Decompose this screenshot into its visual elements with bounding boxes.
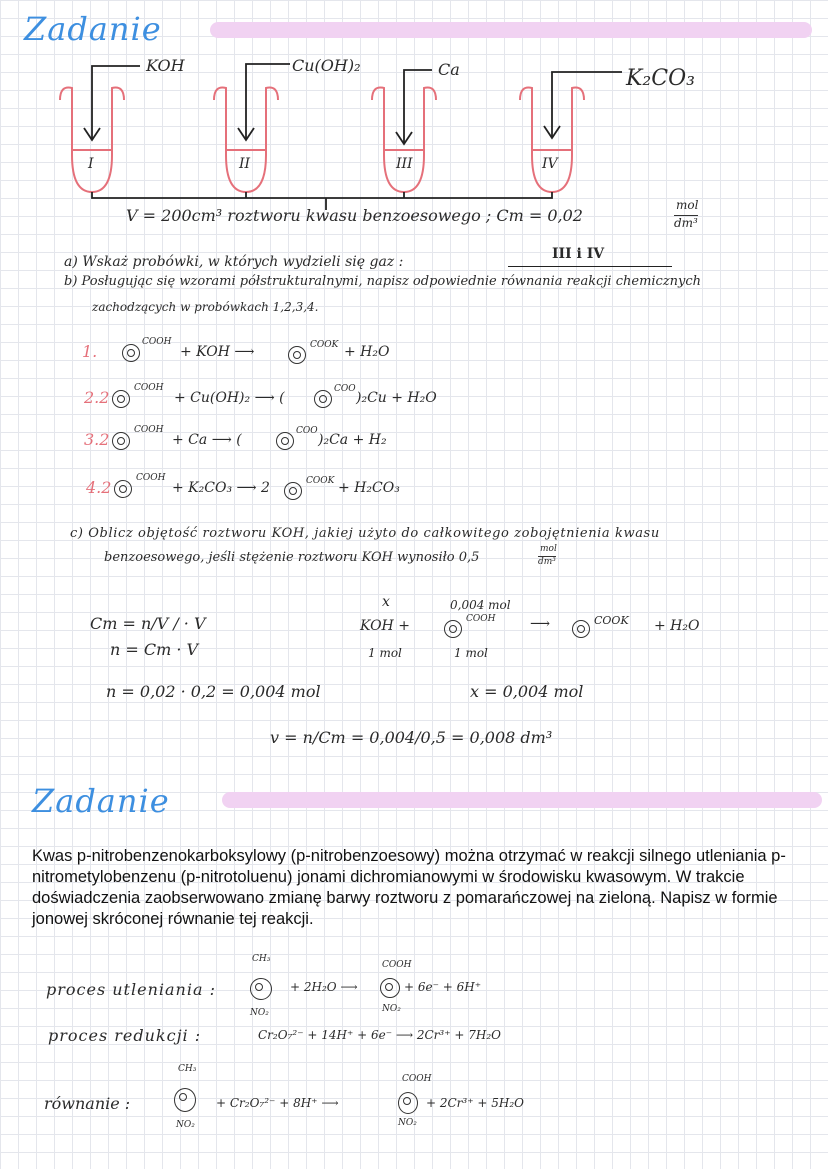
- benzene-ring-icon: [112, 390, 130, 408]
- tube-label-2: II: [239, 156, 251, 172]
- benzene-ring-icon: [114, 480, 132, 498]
- benzene-ring-icon: [284, 482, 302, 500]
- question-b-line1: b) Posługując się wzorami półstrukturalnymi, napisz odpowiednie równania reakcji chemicznych: [64, 274, 702, 289]
- reagent-koh-label: KOH: [146, 56, 185, 75]
- task2-text: Kwas p-nitrobenzenokarboksylowy (p-nitrobenzoesowy) można otrzymać w reakcji silnego utleniania p-nitrometylobenzenu (p-nitrotoluenu) jonami dichromianowymi w środowisku kwasowym. W trakcie doświadczenia zaobserwowano zmianę barwy roztworu z pomarańczowej na zieloną. Napisz w formie jonowej skróconej równanie tej reakcji.: [32, 847, 786, 928]
- reaction-3-prod-rest: )₂Ca + H₂: [318, 432, 387, 448]
- cm-unit-den: dm³: [674, 216, 698, 230]
- tube-label-1: I: [88, 156, 94, 172]
- cm-unit-num: mol: [676, 198, 699, 212]
- calc-acid-1mol: 1 mol: [454, 646, 488, 660]
- calc-acid-sub: COOH: [466, 614, 496, 624]
- reaction-2-prod-sub: COO: [334, 384, 356, 394]
- benzene-ring-icon: [250, 978, 272, 1000]
- calc-koh-mol: 1 mol: [368, 646, 402, 660]
- benzene-ring-icon: [288, 346, 306, 364]
- calc-prod-sub: COOK: [594, 614, 629, 627]
- tube-label-3: III: [396, 156, 413, 172]
- benzene-ring-icon: [276, 432, 294, 450]
- eq-no2: NO₂: [176, 1120, 195, 1130]
- test-tube-diagram: [0, 0, 828, 230]
- reduction-equation: Cr₂O₇²⁻ + 14H⁺ + 6e⁻ ⟶ 2Cr³⁺ + 7H₂O: [258, 1028, 501, 1042]
- calc-n-result: n = 0,02 · 0,2 = 0,004 mol: [106, 682, 321, 701]
- reaction-4-prod-rest: + H₂CO₃: [338, 480, 400, 496]
- reaction-2-prod-rest: )₂Cu + H₂O: [356, 390, 437, 406]
- reagent-ca-label: Ca: [438, 60, 460, 79]
- reagent-cuoh2-label: Cu(OH)₂: [292, 56, 361, 75]
- oxidation-products: + 6e⁻ + 6H⁺: [404, 980, 482, 994]
- question-c-unit-den: dm³: [538, 557, 556, 567]
- calc-cm-definition: Cm = n/V / · V: [90, 614, 206, 633]
- heading-zadanie-1: Zadanie: [24, 10, 162, 48]
- reaction-1-rest: + KOH ⟶: [180, 344, 255, 360]
- equation-label: równanie :: [44, 1094, 131, 1113]
- reagent-k2co3-label: K₂CO₃: [626, 66, 695, 91]
- calc-prod-rest: + H₂O: [654, 618, 700, 634]
- benzene-ring-icon: [174, 1088, 196, 1112]
- calc-arrow: ⟶: [530, 616, 551, 632]
- eq-ch3: CH₃: [178, 1064, 197, 1074]
- reaction-3-number: 3.2: [84, 430, 110, 449]
- calc-x-result: x = 0,004 mol: [470, 682, 584, 701]
- benzene-ring-icon: [122, 344, 140, 362]
- ox-prod-no2: NO₂: [382, 1004, 401, 1014]
- question-b-line2: zachodzących w probówkach 1,2,3,4.: [92, 300, 319, 314]
- calc-acid-mol: 0,004 mol: [450, 598, 511, 612]
- reaction-3-sub: COOH: [134, 425, 164, 435]
- question-c-line1: c) Oblicz objętość roztworu KOH, jakiej użyto do całkowitego zobojętnienia kwasu: [70, 526, 660, 541]
- volume-line: V = 200cm³ roztworu kwasu benzoesowego ; Cm = 0,02: [126, 206, 583, 225]
- reaction-3-rest: + Ca ⟶ (: [172, 432, 242, 448]
- reaction-4-rest: + K₂CO₃ ⟶ 2: [172, 480, 270, 496]
- eq-prod-no2: NO₂: [398, 1118, 417, 1128]
- reaction-3-prod-sub: COO: [296, 426, 318, 436]
- ox-cooh: COOH: [382, 960, 412, 970]
- reaction-4-sub: COOH: [136, 473, 166, 483]
- equation-end: + 2Cr³⁺ + 5H₂O: [426, 1096, 524, 1110]
- reaction-1-prod-rest: + H₂O: [344, 344, 390, 360]
- heading-zadanie-2: Zadanie: [32, 782, 170, 820]
- benzene-ring-icon: [112, 432, 130, 450]
- benzene-ring-icon: [398, 1092, 418, 1114]
- reaction-1-number: 1.: [82, 342, 98, 361]
- calc-koh: KOH +: [360, 618, 410, 634]
- calc-x-mark: x: [382, 594, 390, 610]
- answer-a-underline: [508, 266, 672, 267]
- reduction-label: proces redukcji :: [48, 1026, 202, 1045]
- oxidation-label: proces utleniania :: [46, 980, 216, 999]
- oxidation-equation: + 2H₂O ⟶: [290, 980, 358, 994]
- benzene-ring-icon: [314, 390, 332, 408]
- eq-cooh: COOH: [402, 1074, 432, 1084]
- reaction-2-sub: COOH: [134, 383, 164, 393]
- reaction-4-prod-sub: COOK: [306, 476, 335, 486]
- question-c-line2: benzoesowego, jeśli stężenie roztworu KOH wynosiło 0,5: [104, 550, 480, 565]
- benzene-ring-icon: [380, 978, 400, 998]
- question-c-unit-num: mol: [540, 544, 557, 554]
- ox-ch3: CH₃: [252, 954, 271, 964]
- reaction-2-rest: + Cu(OH)₂ ⟶ (: [174, 390, 285, 406]
- reaction-2-number: 2.2: [84, 388, 110, 407]
- reaction-1-prod-sub: COOK: [310, 340, 339, 350]
- benzene-ring-icon: [444, 620, 462, 638]
- calc-n-definition: n = Cm · V: [110, 640, 199, 659]
- question-a: a) Wskaż probówki, w których wydzieli się gaz :: [64, 254, 404, 270]
- equation-middle: + Cr₂O₇²⁻ + 8H⁺ ⟶: [216, 1096, 339, 1110]
- heading-bar-2: [222, 792, 822, 808]
- ox-no2: NO₂: [250, 1008, 269, 1018]
- tube-label-4: IV: [542, 156, 558, 172]
- benzene-ring-icon: [572, 620, 590, 638]
- answer-a: III i IV: [552, 246, 605, 262]
- reaction-4-number: 4.2: [86, 478, 112, 497]
- reaction-1-sub: COOH: [142, 337, 172, 347]
- calc-v-result: v = n/Cm = 0,004/0,5 = 0,008 dm³: [270, 728, 553, 747]
